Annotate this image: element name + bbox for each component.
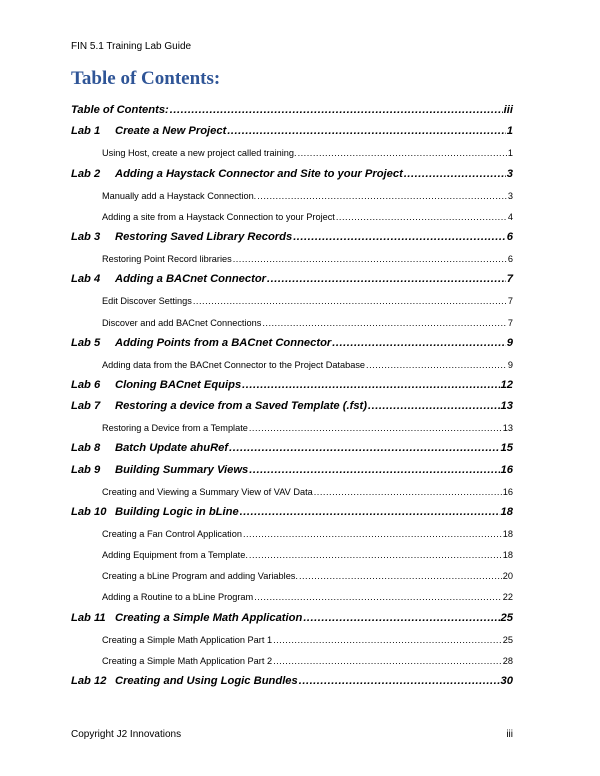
dot-leader: [404, 168, 506, 180]
toc-entry-lab[interactable]: [71, 666, 513, 687]
toc-page-number: 15: [500, 442, 513, 455]
toc-entry-title: Building Logic in bLine: [115, 505, 239, 518]
toc-entry-section[interactable]: [71, 624, 513, 645]
toc-entry-section[interactable]: [71, 243, 513, 264]
dot-leader: [298, 148, 507, 158]
toc-page-number: 7: [507, 317, 513, 328]
dot-leader: [299, 571, 502, 581]
toc-lab-number: Lab 5: [71, 336, 101, 349]
dot-leader: [254, 592, 502, 602]
toc-page-number: 13: [502, 423, 513, 434]
table-of-contents: [71, 95, 513, 687]
toc-entry-lab[interactable]: [71, 95, 513, 116]
toc-lab-number: Lab 2: [71, 167, 101, 180]
toc-entry-title: Discover and add BACnet Connections: [102, 317, 262, 328]
dot-leader: [249, 550, 502, 560]
toc-lab-number: Lab 11: [71, 611, 106, 624]
dot-leader: [227, 125, 505, 137]
toc-lab-number: Lab 3: [71, 230, 101, 243]
toc-page-number: 28: [502, 655, 513, 666]
toc-entry-section[interactable]: [71, 560, 513, 581]
dot-leader: [262, 318, 507, 328]
toc-page-number: 7: [506, 273, 513, 286]
toc-entry-title: Edit Discover Settings: [102, 296, 192, 307]
toc-page-number: 22: [502, 592, 513, 603]
dot-leader: [273, 635, 502, 645]
toc-entry-lab[interactable]: [71, 391, 513, 412]
dot-leader: [240, 506, 500, 518]
toc-page-number: 16: [502, 486, 513, 497]
dot-leader: [273, 656, 502, 666]
toc-page-number: 7: [507, 296, 513, 307]
toc-entry-lab[interactable]: [71, 222, 513, 243]
toc-entry-lab[interactable]: [71, 370, 513, 391]
toc-page-number: 16: [500, 463, 513, 476]
toc-entry-title: Creating and Viewing a Summary View of VAV Data: [102, 486, 313, 497]
toc-entry-title: Cloning BACnet Equips: [115, 378, 242, 391]
toc-lab-number: Lab 6: [71, 378, 101, 391]
dot-leader: [233, 254, 507, 264]
toc-page-number: 20: [502, 571, 513, 582]
toc-entry-title: Creating a Simple Math Application: [115, 611, 303, 624]
toc-lab-number: Lab 4: [71, 273, 101, 286]
toc-page-number: 4: [507, 211, 513, 222]
toc-page-number: 18: [502, 528, 513, 539]
toc-page-number: 30: [500, 674, 513, 687]
dot-leader: [368, 400, 500, 412]
toc-entry-title: Adding a BACnet Connector: [115, 273, 267, 286]
toc-entry-section[interactable]: [71, 581, 513, 602]
toc-lab-number: Lab 9: [71, 463, 101, 476]
toc-entry-section[interactable]: [71, 349, 513, 370]
toc-lab-number: Lab 12: [71, 674, 107, 687]
toc-entry-title: Restoring a device from a Saved Template (.fst): [115, 400, 367, 413]
dot-leader: [257, 191, 507, 201]
toc-page-number: 3: [507, 190, 513, 201]
toc-entry-section[interactable]: [71, 476, 513, 497]
toc-page-number: 1: [507, 148, 513, 159]
dot-leader: [336, 212, 507, 222]
toc-entry-section[interactable]: [71, 137, 513, 158]
toc-entry-title: Using Host, create a new project called training.: [102, 148, 297, 159]
dot-leader: [303, 612, 499, 624]
toc-entry-section[interactable]: [71, 306, 513, 327]
toc-entry-title: Manually add a Haystack Connection.: [102, 190, 257, 201]
dot-leader: [267, 273, 506, 285]
dot-leader: [249, 464, 499, 476]
dot-leader: [299, 675, 500, 687]
toc-entry-title: Building Summary Views: [115, 463, 249, 476]
footer-copyright: Copyright J2 Innovations: [71, 729, 182, 740]
toc-entry-title: Adding data from the BACnet Connector to the Project Database: [102, 359, 366, 370]
toc-entry-section[interactable]: [71, 201, 513, 222]
dot-leader: [242, 379, 499, 391]
dot-leader: [249, 423, 502, 433]
toc-page-number: 3: [506, 167, 513, 180]
toc-entry-section[interactable]: [71, 518, 513, 539]
toc-page-number: 1: [506, 125, 513, 138]
toc-entry-section[interactable]: [71, 180, 513, 201]
toc-entry-lab[interactable]: [71, 328, 513, 349]
toc-entry-lab[interactable]: [71, 264, 513, 285]
footer-page-number: iii: [506, 729, 513, 740]
toc-entry-title: Restoring Saved Library Records: [115, 230, 293, 243]
toc-lab-number: Lab 10: [71, 505, 107, 518]
page-title: Table of Contents:: [71, 68, 221, 89]
toc-entry-title: Adding a site from a Haystack Connection to your Project: [102, 211, 335, 222]
toc-entry-title: Restoring a Device from a Template: [102, 423, 248, 434]
toc-entry-lab[interactable]: [71, 602, 513, 623]
toc-entry-lab[interactable]: [71, 497, 513, 518]
toc-lab-number: Lab 1: [71, 125, 101, 138]
toc-page-number: 9: [507, 359, 513, 370]
toc-page-number: iii: [503, 104, 513, 117]
toc-entry-title: Creating and Using Logic Bundles: [115, 674, 298, 687]
toc-entry-section[interactable]: [71, 412, 513, 433]
toc-page-number: 9: [506, 336, 513, 349]
toc-entry-title: Creating a Simple Math Application Part 2: [102, 655, 273, 666]
toc-entry-title: Adding a Haystack Connector and Site to your Project: [115, 167, 403, 180]
dot-leader: [243, 529, 502, 539]
toc-entry-title: Restoring Point Record libraries: [102, 254, 232, 265]
toc-entry-title: Adding Points from a BACnet Connector: [115, 336, 332, 349]
toc-entry-section[interactable]: [71, 645, 513, 666]
toc-page-number: 13: [500, 400, 513, 413]
toc-lab-number: Lab 7: [71, 400, 101, 413]
toc-entry-title: Creating a Simple Math Application Part 1: [102, 634, 273, 645]
toc-entry-lab[interactable]: [71, 433, 513, 454]
toc-page-number: 18: [500, 505, 513, 518]
toc-page-number: 25: [502, 634, 513, 645]
toc-entry-section[interactable]: [71, 539, 513, 560]
toc-page-number: 25: [500, 611, 513, 624]
toc-entry-title: Batch Update ahuRef: [115, 442, 229, 455]
dot-leader: [193, 296, 507, 306]
dot-leader: [170, 104, 503, 116]
toc-page-number: 6: [506, 230, 513, 243]
toc-page-number: 12: [500, 378, 513, 391]
toc-page-number: 6: [507, 254, 513, 265]
toc-entry-lab[interactable]: [71, 158, 513, 179]
toc-entry-title: Adding a Routine to a bLine Program: [102, 592, 254, 603]
dot-leader: [366, 360, 507, 370]
toc-entry-lab[interactable]: [71, 454, 513, 475]
toc-entry-title: Creating a Fan Control Application: [102, 528, 242, 539]
toc-page-number: 18: [502, 550, 513, 561]
toc-entry-title: Table of Contents:: [71, 104, 169, 117]
toc-entry-title: Creating a bLine Program and adding Variables.: [102, 571, 298, 582]
page-header: FIN 5.1 Training Lab Guide: [71, 41, 192, 52]
toc-entry-title: Create a New Project: [115, 125, 227, 138]
dot-leader: [332, 337, 505, 349]
toc-entry-section[interactable]: [71, 285, 513, 306]
dot-leader: [314, 487, 502, 497]
toc-entry-lab[interactable]: [71, 116, 513, 137]
toc-lab-number: Lab 8: [71, 442, 101, 455]
dot-leader: [229, 442, 499, 454]
dot-leader: [293, 231, 506, 243]
toc-entry-title: Adding Equipment from a Template.: [102, 550, 248, 561]
